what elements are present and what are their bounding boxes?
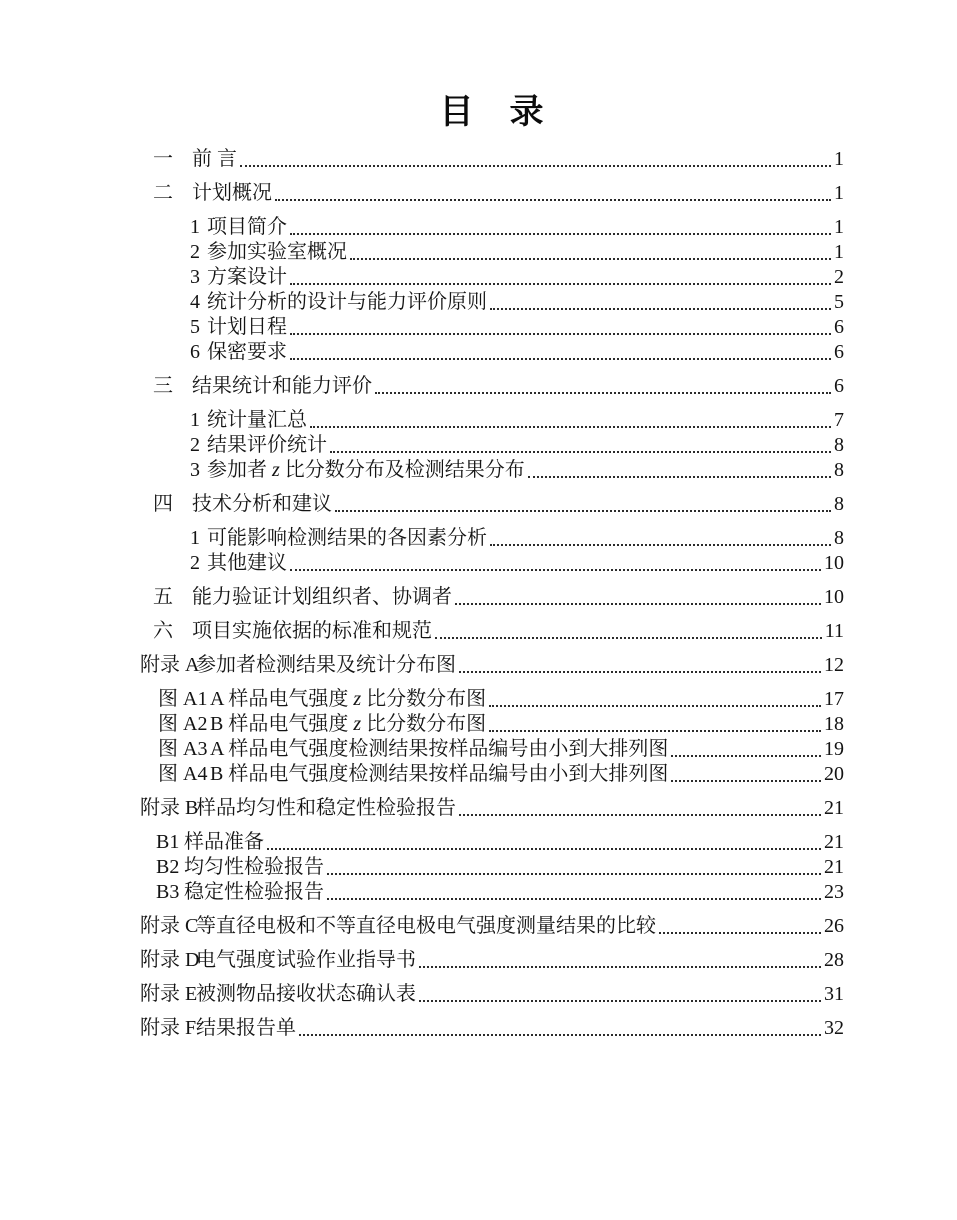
dot-leader	[419, 966, 821, 968]
toc-entry-number: B1	[156, 831, 180, 853]
toc-entry	[140, 374, 844, 399]
toc-entry	[140, 948, 844, 973]
dot-leader	[455, 603, 821, 605]
dot-leader	[240, 165, 831, 167]
toc-entry-label: A 样品电气强度 z 比分数分布图	[210, 688, 487, 710]
toc-entry-page: 8	[834, 527, 844, 549]
toc-entry-label: 等直径电极和不等直径电极电气强度测量结果的比较	[196, 915, 656, 937]
dot-leader	[671, 780, 821, 782]
toc-entry-page: 1	[834, 216, 844, 238]
toc-entry-label: 可能影响检测结果的各因素分析	[207, 527, 487, 549]
toc-entry-number: B3	[156, 881, 180, 903]
toc-entry	[140, 687, 844, 712]
toc-entry	[140, 215, 844, 240]
toc-entry-label: 样品准备	[184, 831, 264, 853]
toc-entry	[140, 914, 844, 939]
toc-entry	[140, 340, 844, 365]
toc-entry-number: 2	[190, 434, 200, 456]
dot-leader	[659, 932, 821, 934]
toc-entry	[140, 492, 844, 517]
toc-entry-page: 10	[824, 552, 844, 574]
dot-leader	[459, 671, 821, 673]
toc-entry-page: 2	[834, 266, 844, 288]
toc-entry-number: 图 A4	[158, 763, 208, 785]
toc-entry-page: 21	[824, 831, 844, 853]
toc-entry-page: 17	[824, 688, 844, 710]
toc-entry-page: 18	[824, 713, 844, 735]
toc-entry-page: 8	[834, 459, 844, 481]
toc-entry	[140, 737, 844, 762]
toc-entry	[140, 653, 844, 678]
toc-entry	[140, 762, 844, 787]
toc-entry-label: 被测物品接收状态确认表	[196, 983, 416, 1005]
toc-entry	[140, 982, 844, 1007]
toc-entry	[140, 315, 844, 340]
toc-entry-number: 一	[153, 148, 173, 170]
toc-entry-page: 8	[834, 493, 844, 515]
dot-leader	[290, 283, 831, 285]
toc-entry	[140, 830, 844, 855]
dot-leader	[490, 544, 831, 546]
toc-entry-label: 参加实验室概况	[207, 241, 347, 263]
dot-leader	[290, 569, 821, 571]
toc-entry	[140, 240, 844, 265]
toc-entry-number: 1	[190, 527, 200, 549]
toc-entry-label: 电气强度试验作业指导书	[196, 949, 416, 971]
toc-entry-number: 4	[190, 291, 200, 313]
toc-entry	[140, 796, 844, 821]
toc-entry-label: 前 言	[192, 148, 237, 170]
dot-leader	[290, 333, 831, 335]
dot-leader	[275, 199, 831, 201]
page-title: 目 录	[439, 92, 545, 132]
toc-entry-number: 附录 A	[140, 654, 200, 676]
toc-entry	[140, 880, 844, 905]
dot-leader	[375, 392, 831, 394]
toc-entry	[140, 147, 844, 172]
toc-entry-label: 结果报告单	[196, 1017, 296, 1039]
toc-entry-page: 23	[824, 881, 844, 903]
toc-entry-page: 1	[834, 182, 844, 204]
toc-entry-label: 稳定性检验报告	[184, 881, 324, 903]
dot-leader	[327, 873, 821, 875]
toc-entry-label: 均匀性检验报告	[184, 856, 324, 878]
toc-entry-label: 参加者 z 比分数分布及检测结果分布	[207, 459, 525, 481]
toc-entry-page: 32	[824, 1017, 844, 1039]
toc-entry-page: 7	[834, 409, 844, 431]
toc-entry-number: 附录 C	[140, 915, 199, 937]
toc-entry-page: 5	[834, 291, 844, 313]
toc-entry-number: 五	[153, 586, 173, 608]
toc-entry-page: 10	[824, 586, 844, 608]
toc-entry-label: 计划概况	[192, 182, 272, 204]
toc-entry-number: 附录 E	[140, 983, 198, 1005]
toc-entry-number: 附录 D	[140, 949, 200, 971]
toc-entry-number: 6	[190, 341, 200, 363]
toc-entry	[140, 433, 844, 458]
dot-leader	[330, 451, 831, 453]
toc-entry-page: 20	[824, 763, 844, 785]
toc-entry-label: 参加者检测结果及统计分布图	[196, 654, 456, 676]
toc-entry	[140, 619, 844, 644]
toc-entry	[140, 585, 844, 610]
dot-leader	[327, 898, 821, 900]
dot-leader	[489, 730, 821, 732]
toc-entry-number: 图 A3	[158, 738, 208, 760]
toc-entry-label: A 样品电气强度检测结果按样品编号由小到大排列图	[210, 738, 669, 760]
toc-entry-number: 2	[190, 241, 200, 263]
dot-leader	[435, 637, 822, 639]
toc-entry-page: 21	[824, 797, 844, 819]
toc-entry	[140, 1016, 844, 1041]
toc-entry-label: 保密要求	[207, 341, 287, 363]
toc-entry-page: 28	[824, 949, 844, 971]
toc-entry-page: 12	[824, 654, 844, 676]
toc-entry-number: 二	[153, 182, 173, 204]
toc-entry-label: 计划日程	[207, 316, 287, 338]
toc-entry-label: 统计量汇总	[207, 409, 307, 431]
toc-entry-label: 项目简介	[207, 216, 287, 238]
toc-entry	[140, 551, 844, 576]
toc-entry-label: 统计分析的设计与能力评价原则	[207, 291, 487, 313]
toc-entry-label: 能力验证计划组织者、协调者	[192, 586, 452, 608]
toc-entry-label: B 样品电气强度 z 比分数分布图	[210, 713, 487, 735]
dot-leader	[267, 848, 821, 850]
dot-leader	[290, 358, 831, 360]
toc-entry-label: B 样品电气强度检测结果按样品编号由小到大排列图	[210, 763, 669, 785]
dot-leader	[419, 1000, 821, 1002]
toc-entry-number: 四	[153, 493, 173, 515]
toc-entry-number: 图 A1	[158, 688, 208, 710]
dot-leader	[350, 258, 831, 260]
toc-entry-number: 附录 B	[140, 797, 199, 819]
toc-entry-page: 19	[824, 738, 844, 760]
toc-entry-number: 1	[190, 409, 200, 431]
toc-entry-number: 3	[190, 266, 200, 288]
dot-leader	[490, 308, 831, 310]
dot-leader	[459, 814, 821, 816]
toc-entry-number: 5	[190, 316, 200, 338]
toc-entry-label: 结果评价统计	[207, 434, 327, 456]
toc-entry-label: 结果统计和能力评价	[192, 375, 372, 397]
toc-entry-number: 图 A2	[158, 713, 208, 735]
dot-leader	[528, 476, 831, 478]
toc-entry-page: 26	[824, 915, 844, 937]
toc-entry-number: 附录 F	[140, 1017, 197, 1039]
toc-entry-page: 21	[824, 856, 844, 878]
toc-entry-number: 1	[190, 216, 200, 238]
toc-entry-page: 6	[834, 375, 844, 397]
toc-entry-label: 技术分析和建议	[192, 493, 332, 515]
toc-entry	[140, 526, 844, 551]
toc-entry-label: 项目实施依据的标准和规范	[192, 620, 432, 642]
toc-entry-label: 样品均匀性和稳定性检验报告	[196, 797, 456, 819]
toc-entry-number: 六	[153, 620, 173, 642]
toc-entry-label: 其他建议	[207, 552, 287, 574]
toc-entry	[140, 458, 844, 483]
dot-leader	[489, 705, 821, 707]
toc-entry-page: 6	[834, 316, 844, 338]
toc-entry-number: B2	[156, 856, 180, 878]
toc-entry-page: 11	[824, 620, 844, 642]
toc-entry	[140, 265, 844, 290]
dot-leader	[671, 755, 821, 757]
toc-entry-number: 三	[153, 375, 173, 397]
toc-entry	[140, 181, 844, 206]
dot-leader	[310, 426, 831, 428]
toc-entry-number: 3	[190, 459, 200, 481]
toc-entry	[140, 290, 844, 315]
dot-leader	[290, 233, 831, 235]
toc-entry	[140, 712, 844, 737]
toc-list	[140, 147, 844, 1041]
toc-entry-label: 方案设计	[207, 266, 287, 288]
toc-entry	[140, 855, 844, 880]
toc-entry-page: 31	[824, 983, 844, 1005]
toc-entry-page: 1	[834, 148, 844, 170]
toc-entry-page: 1	[834, 241, 844, 263]
toc-entry-page: 8	[834, 434, 844, 456]
toc-entry-number: 2	[190, 552, 200, 574]
dot-leader	[299, 1034, 821, 1036]
dot-leader	[335, 510, 831, 512]
toc-entry-page: 6	[834, 341, 844, 363]
toc-entry	[140, 408, 844, 433]
